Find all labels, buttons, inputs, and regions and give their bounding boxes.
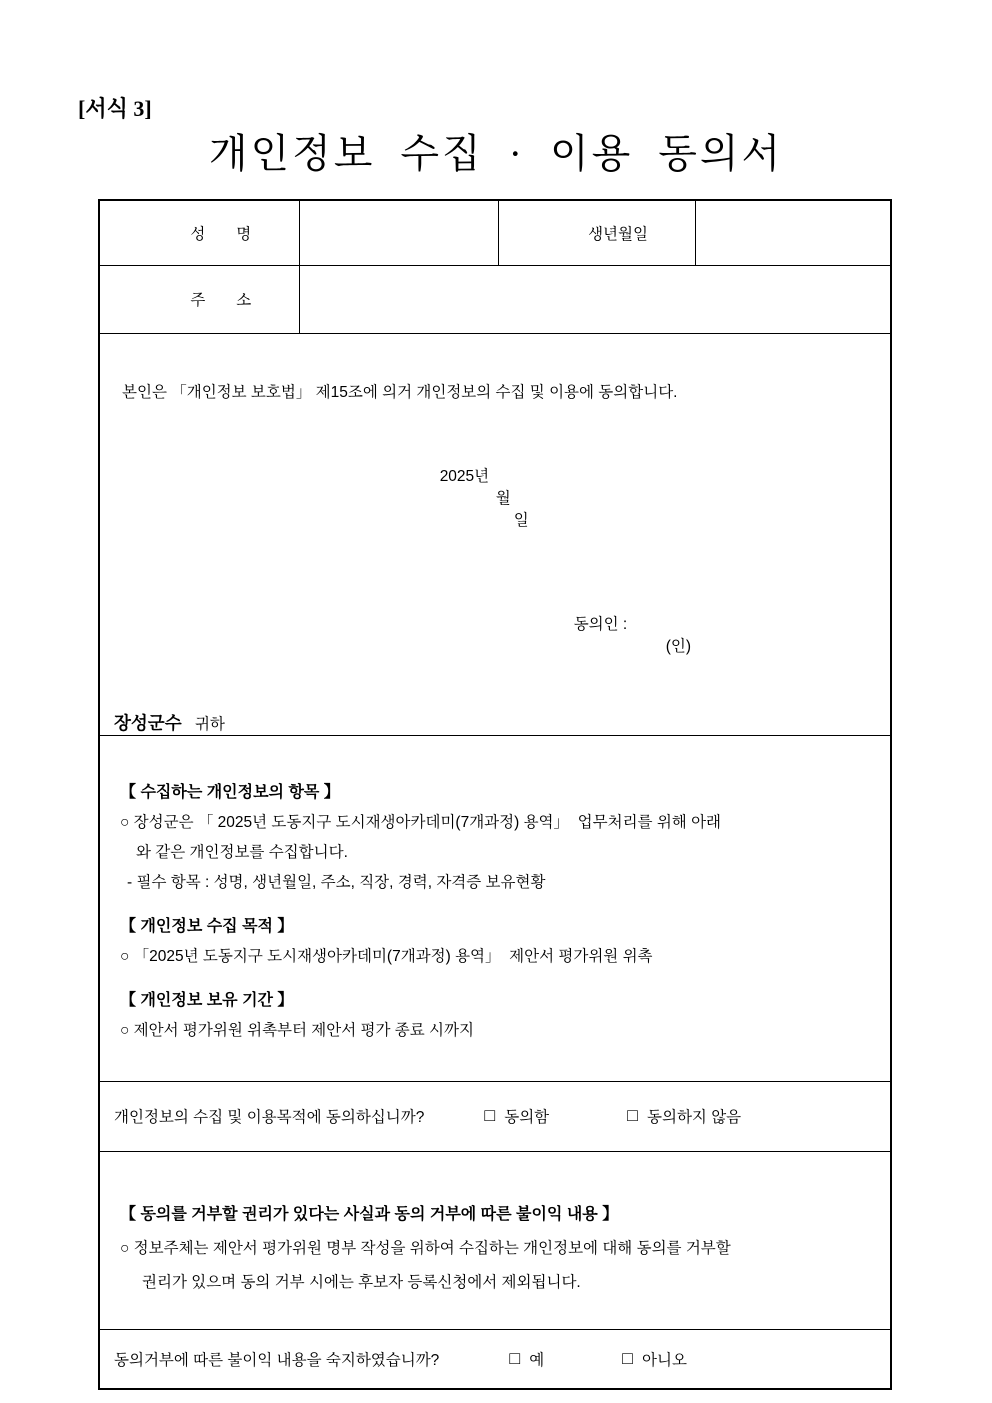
acknowledgement-question-row <box>114 1348 890 1370</box>
table-row <box>99 1081 891 1151</box>
address-label-cell <box>99 265 299 333</box>
info-sections-cell <box>99 735 891 1081</box>
refusal-rights-cell <box>99 1151 891 1329</box>
refusal-line: ○ 정보주체는 제안서 평가위원 명부 작성을 위하여 수집하는 개인정보에 대해 동의를 거부할 <box>120 1239 731 1257</box>
consent-form-table <box>98 199 892 1390</box>
date-day-label: 일 <box>513 511 529 529</box>
birthdate-label-cell <box>498 200 695 265</box>
name-input-cell[interactable] <box>299 200 498 265</box>
section-collected-items <box>120 778 872 898</box>
table-row <box>99 333 891 735</box>
section-line: ○ 장성군은 「 2025년 도동지구 도시재생아카데미(7개과정) 용역」 업무처리를 위해 아래 <box>120 813 722 831</box>
checkbox-icon[interactable]: □ <box>509 1347 521 1368</box>
section-title: 【 개인정보 보유 기간 】 <box>120 991 294 1009</box>
refusal-line: 권리가 있으며 동의 거부 시에는 후보자 등록신청에서 제외됩니다. <box>142 1273 581 1291</box>
section-line: ○ 제안서 평가위원 위촉부터 제안서 평가 종료 시까지 <box>120 1021 474 1039</box>
section-collection-purpose <box>120 912 872 972</box>
birthdate-input-cell[interactable] <box>695 200 891 265</box>
table-row <box>99 200 891 265</box>
declaration-cell <box>99 333 891 735</box>
signer-label: 동의인 : <box>573 615 628 633</box>
seal-mark: (인) <box>665 637 691 655</box>
option-yes-label: 예 <box>529 1351 545 1369</box>
table-row <box>99 1329 891 1389</box>
checkbox-icon[interactable]: □ <box>622 1347 634 1368</box>
option-disagree[interactable] <box>627 1105 741 1127</box>
option-no[interactable] <box>622 1348 687 1370</box>
section-title: 【 개인정보 수집 목적 】 <box>120 917 294 935</box>
recipient-line <box>114 710 890 735</box>
date-year: 2025년 <box>439 467 490 485</box>
date-line <box>388 446 890 548</box>
option-disagree-label: 동의하지 않음 <box>647 1109 742 1126</box>
birthdate-label: 생년월일 <box>588 225 648 243</box>
section-line: 와 같은 개인정보를 수집합니다. <box>136 843 348 861</box>
acknowledgement-question-cell <box>99 1329 891 1389</box>
refusal-section-title: 【 동의를 거부할 권리가 있다는 사실과 동의 거부에 따른 불이익 내용 】 <box>120 1205 619 1223</box>
acknowledgement-question-text: 동의거부에 따른 불이익 내용을 숙지하였습니까? <box>114 1351 440 1369</box>
table-row <box>99 265 891 333</box>
consent-question-cell <box>99 1081 891 1151</box>
option-agree[interactable] <box>484 1105 549 1127</box>
table-row <box>99 735 891 1081</box>
checkbox-icon[interactable]: □ <box>627 1105 639 1125</box>
consent-statement: 본인은 「개인정보 보호법」 제15조에 의거 개인정보의 수집 및 이용에 동의합니다. <box>122 383 678 401</box>
option-no-label: 아니오 <box>642 1351 687 1369</box>
form-code: [서식 3] <box>78 96 152 121</box>
address-label: 주 소 <box>190 292 252 309</box>
section-retention-period <box>120 986 872 1046</box>
section-line: ○ 「2025년 도동지구 도시재생아카데미(7개과정) 용역」 제안서 평가위원 위촉 <box>120 947 653 965</box>
address-input-cell[interactable] <box>299 265 891 333</box>
signer-line <box>522 594 890 674</box>
section-line: - 필수 항목 : 성명, 생년월일, 주소, 직장, 경력, 자격증 보유현황 <box>127 873 546 891</box>
recipient-name: 장성군수 <box>114 712 182 733</box>
option-agree-label: 동의함 <box>504 1109 550 1126</box>
section-title: 【 수집하는 개인정보의 항목 】 <box>120 783 340 801</box>
name-label-cell <box>99 200 299 265</box>
table-row <box>99 1151 891 1329</box>
option-yes[interactable] <box>509 1348 544 1370</box>
consent-question-text: 개인정보의 수집 및 이용목적에 동의하십니까? <box>114 1109 425 1126</box>
page-title: 개인정보 수집 · 이용 동의서 <box>208 131 784 176</box>
checkbox-icon[interactable]: □ <box>484 1105 496 1125</box>
recipient-suffix: 귀하 <box>194 715 225 733</box>
consent-question-row <box>114 1105 890 1127</box>
name-label: 성 명 <box>190 225 252 243</box>
date-month-label: 월 <box>495 489 511 507</box>
